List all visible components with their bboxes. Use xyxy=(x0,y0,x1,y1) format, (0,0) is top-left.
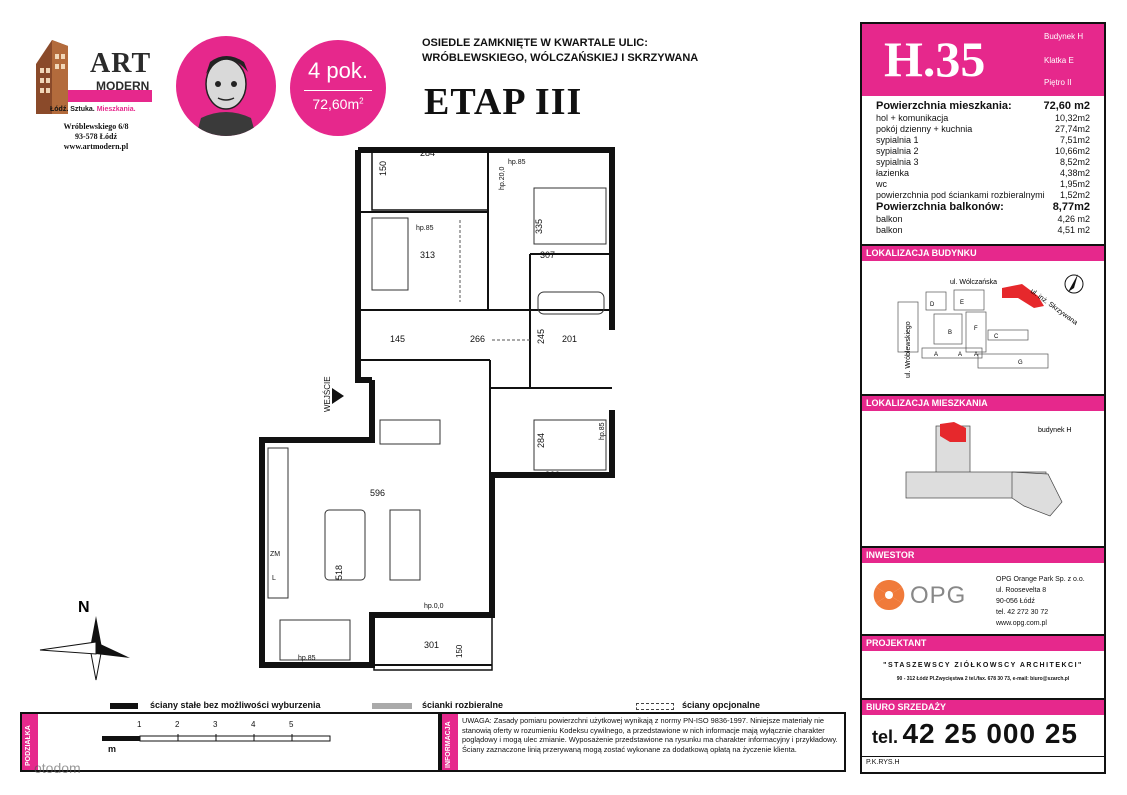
area-room-value: 27,74m2 xyxy=(1054,124,1090,134)
scale-tick: 4 xyxy=(251,720,256,729)
area-room-name: pokój dzienny + kuchnia xyxy=(876,124,973,134)
window-height-label: hp.85 xyxy=(599,422,606,440)
badge-area-value: 72,60m xyxy=(312,96,360,112)
map-letter-a: A xyxy=(934,352,939,358)
dim-label: 335 xyxy=(534,218,544,234)
legend-optional-walls: ściany opcjonalne xyxy=(682,700,761,710)
rooms-count: 4 pok. xyxy=(308,58,368,83)
map-street-skrzywana: ul. inż. Skrzywana xyxy=(1028,287,1079,327)
estate-title-line2: WRÓBLEWSKIEGO, WÓLCZAŃSKIEJ I SKRZYWANA xyxy=(422,52,699,64)
notice-side-label xyxy=(442,714,458,770)
unit-code-box xyxy=(862,24,1104,96)
furniture xyxy=(268,188,606,660)
address-street: Wróblewskiego 6/8 xyxy=(63,122,129,131)
unit-code: H.35 xyxy=(884,31,986,87)
map-letter-f: F xyxy=(974,326,978,332)
map-letter-a: A xyxy=(958,352,963,358)
building-location-map xyxy=(862,262,1104,392)
legend-removable-walls: ścianki rozbieralne xyxy=(422,700,504,710)
portrait-illustration-icon xyxy=(176,36,276,136)
area-room-name: sypialnia 2 xyxy=(876,146,919,156)
area-row xyxy=(876,214,1090,225)
dim-label: 150 xyxy=(378,160,388,176)
area-room-value: 1,52m2 xyxy=(1059,190,1090,200)
logo-word-modern: MODERN xyxy=(96,79,150,93)
window-height-label: hp.20,0 xyxy=(499,166,506,190)
area-row xyxy=(876,168,1090,179)
investor-phone: tel. 42 272 30 72 xyxy=(996,609,1049,616)
designer-section xyxy=(862,634,1104,698)
investor-city: 90-056 Łódź xyxy=(996,598,1035,605)
entrance-label: WEJŚCIE xyxy=(323,376,332,412)
area-total-value: 72,60 m2 xyxy=(1043,100,1090,112)
dim-label: 284 xyxy=(420,148,436,158)
window-height-label: hp.85 xyxy=(508,159,526,166)
section-title-apartment-location: LOKALIZACJA MIESZKANIA xyxy=(862,396,1104,411)
area-table xyxy=(876,100,1090,236)
scale-unit: m xyxy=(108,744,117,754)
area-row xyxy=(876,124,1090,135)
estate-title-line1: OSIEDLE ZAMKNIĘTE W KWARTALE ULIC: xyxy=(422,37,648,49)
dim-label: 150 xyxy=(455,644,464,658)
map-letter-g: G xyxy=(1018,360,1023,366)
brand-logo xyxy=(34,34,154,116)
section-title-building-location: LOKALIZACJA BUDYNKU xyxy=(862,246,1104,261)
area-row xyxy=(876,113,1090,124)
scale-box xyxy=(20,712,440,776)
window-height-label: hp.0,0 xyxy=(424,603,444,610)
dim-label: 266 xyxy=(470,334,486,344)
area-room-value: 10,32m2 xyxy=(1054,113,1090,123)
area-row xyxy=(876,157,1090,168)
area-room-name: łazienka xyxy=(876,168,910,178)
window-height-label: hp.85 xyxy=(298,655,316,662)
apartment-location-section xyxy=(862,394,1104,544)
appliance-label: L xyxy=(272,575,276,582)
interior-walls xyxy=(360,150,612,665)
dim-label: 301 xyxy=(424,640,440,650)
dim-label: 596 xyxy=(370,488,386,498)
scale-bar xyxy=(102,732,342,760)
area-balcony-value: 8,77m2 xyxy=(1052,201,1090,213)
area-room-name: sypialnia 1 xyxy=(876,135,919,145)
dim-label: 313 xyxy=(420,250,436,260)
estate-title xyxy=(422,36,698,66)
area-room-name: wc xyxy=(876,179,887,189)
scale-tick: 3 xyxy=(213,720,218,729)
notice-box xyxy=(440,712,846,772)
fixed-walls xyxy=(262,150,612,665)
area-room-value: 10,66m2 xyxy=(1054,146,1090,156)
dim-label: 145 xyxy=(390,334,406,344)
scale-title: PODZIAŁKA xyxy=(25,725,32,766)
apartment-location-plan xyxy=(862,412,1104,542)
designer-contact: 90 - 312 Łódź Pl.Zwycięstwa 2 tel./fax. 678 30 73, e-mail: biuro@szarch.pl xyxy=(896,676,1070,682)
investor-details xyxy=(996,574,1085,629)
tagline-part1: Łódź. Sztuka. xyxy=(50,106,95,113)
window-height-label: hp.85 xyxy=(416,225,434,232)
area-total-label: Powierzchnia mieszkania: xyxy=(876,100,1012,112)
unit-floor: Piętro II xyxy=(1044,78,1072,87)
tagline-part2: Mieszkania. xyxy=(96,106,136,113)
dim-label: 284 xyxy=(536,432,546,448)
scale-tick: 2 xyxy=(175,720,180,729)
sales-phone[interactable] xyxy=(872,718,1078,750)
investor-section xyxy=(862,546,1104,634)
map-letter-c: C xyxy=(994,334,999,340)
logo-tagline xyxy=(50,106,136,113)
area-total-row xyxy=(876,100,1090,113)
sales-phone-prefix: tel. xyxy=(872,727,899,747)
area-room-value: 1,95m2 xyxy=(1059,179,1090,189)
sales-section xyxy=(862,698,1104,758)
section-title-investor: INWESTOR xyxy=(862,548,1104,563)
unit-building: Budynek H xyxy=(1044,32,1084,41)
area-room-name: sypialnia 3 xyxy=(876,157,919,167)
portrait-circle xyxy=(176,36,276,136)
area-balcony-label: Powierzchnia balkonów: xyxy=(876,201,1004,213)
map-street-wolczanska: ul. Wólczańska xyxy=(950,279,998,286)
area-balcony-row xyxy=(876,201,1090,214)
optional-walls xyxy=(460,220,530,340)
dim-label: 307 xyxy=(540,250,556,260)
removable-wall-swatch xyxy=(372,703,412,709)
scale-tick: 1 xyxy=(137,720,142,729)
footer-code: P.K.RYS.H xyxy=(866,759,900,766)
map-north-arrow-icon xyxy=(1065,274,1083,293)
area-room-value: 7,51m2 xyxy=(1059,135,1090,145)
watermark: otodom xyxy=(34,760,81,776)
area-row xyxy=(876,179,1090,190)
section-title-sales: BIURO SRZEDAŻY xyxy=(862,700,1104,715)
area-balcony-name: balkon xyxy=(876,214,903,224)
section-title-designer: PROJEKTANT xyxy=(862,636,1104,651)
rooms-badge xyxy=(290,40,386,136)
floor-plan xyxy=(0,130,860,700)
etap-title: ETAP III xyxy=(424,81,583,123)
map-letter-d: D xyxy=(930,302,935,308)
opg-logo-icon xyxy=(872,578,906,612)
address-city: 93-578 Łódź xyxy=(75,132,117,141)
area-room-value: 8,52m2 xyxy=(1059,157,1090,167)
area-room-name: hol + komunikacja xyxy=(876,113,949,123)
area-room-name: powierzchnia pod ściankami rozbieralnymi xyxy=(876,190,1045,200)
dim-label: 300 xyxy=(545,470,561,480)
notice-text: UWAGA: Zasady pomiaru powierzchni użytkowej wynikają z normy PN-ISO 9836-1997. Niniejsze materiały nie stanowią oferty w rozumieniu Kodeksu cywilnego, a przedstawione w nich informacje mają wyłącznie charakter poglądowy i mogą ulec zmianie. Wyposażenie przedstawione na rysunku ma charakter informacyjny i przykładowy. Ściany zaznaczone linią przerywaną mogą zostać wykonane za dodatkową opłatą na życzenie klienta. xyxy=(462,716,838,754)
area-balcony-name: balkon xyxy=(876,225,903,235)
area-balcony-item-value: 4,26 m2 xyxy=(1057,214,1090,224)
logo-word-art: ART xyxy=(90,48,152,79)
designer-name: "STASZEWSCY ZIÓŁKOWSCY ARCHITEKCI" xyxy=(883,662,1083,669)
area-row xyxy=(876,135,1090,146)
investor-logo-text: OPG xyxy=(910,582,967,609)
sales-phone-number: 42 25 000 25 xyxy=(902,718,1078,749)
compass-north-label: N xyxy=(78,599,90,616)
map-street-wroblewskiego: ul. Wróblewskiego xyxy=(905,321,912,378)
investor-website[interactable]: www.opg.com.pl xyxy=(996,620,1047,627)
dim-label: 201 xyxy=(562,334,578,344)
area-row xyxy=(876,190,1090,201)
appliance-label: ZM xyxy=(270,551,281,558)
fixed-wall-swatch xyxy=(110,703,138,709)
map-letter-a: A xyxy=(974,352,979,358)
area-row xyxy=(876,225,1090,236)
scale-tick: 5 xyxy=(289,720,294,729)
brand-website[interactable]: www.artmodern.pl xyxy=(63,142,129,151)
investor-street: ul. Roosevelta 8 xyxy=(996,587,1047,594)
badge-area xyxy=(290,96,386,112)
map-letter-e: E xyxy=(960,300,965,306)
unit-staircase: Klatka E xyxy=(1044,56,1074,65)
area-balcony-item-value: 4,51 m2 xyxy=(1057,225,1090,235)
badge-area-sup: 2 xyxy=(359,96,364,106)
area-room-value: 4,38m2 xyxy=(1059,168,1090,178)
optional-wall-swatch xyxy=(636,703,674,710)
map-letter-b: B xyxy=(948,330,953,336)
entrance-arrow-icon xyxy=(332,388,344,404)
notice-title: INFORMACJA xyxy=(445,721,452,768)
dimensions xyxy=(270,148,606,662)
area-row xyxy=(876,146,1090,157)
dim-label: 518 xyxy=(334,564,344,580)
building-location-section xyxy=(862,244,1104,394)
investor-name: OPG Orange Park Sp. z o.o. xyxy=(996,576,1085,583)
compass-icon xyxy=(40,599,130,680)
apartment-building-label: budynek H xyxy=(1038,427,1072,434)
dim-label: 245 xyxy=(536,328,546,344)
legend-fixed-walls: ściany stałe bez możliwości wyburzenia xyxy=(150,700,321,710)
